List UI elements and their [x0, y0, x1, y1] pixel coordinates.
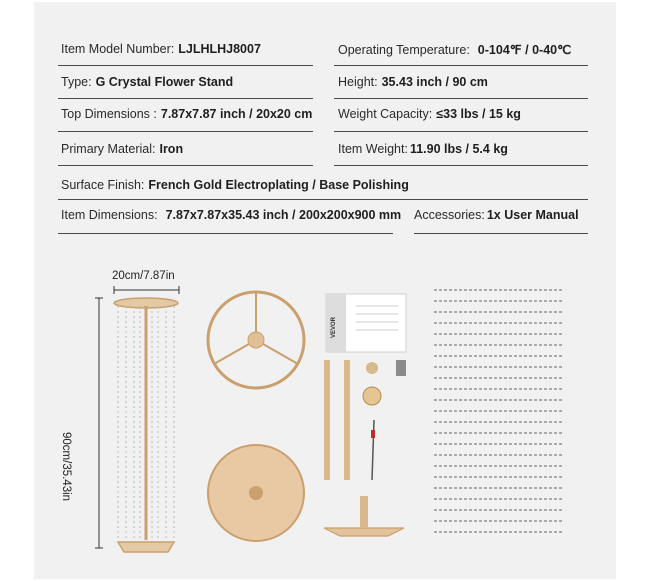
spec-value: Iron — [159, 142, 184, 156]
manual-brand-label: VEVOR — [331, 316, 337, 338]
spec-value: 7.87x7.87 inch / 20x20 cm — [160, 107, 313, 121]
spec-label: Item Dimensions: — [61, 208, 158, 222]
spec-label: Top Dimensions : — [61, 107, 157, 121]
spec-label: Surface Finish: — [61, 178, 145, 192]
spec-value: 35.43 inch / 90 cm — [381, 75, 488, 89]
divider — [334, 165, 588, 166]
width-dimension-label: 20cm/7.87in — [112, 270, 175, 282]
spec-value: G Crystal Flower Stand — [95, 75, 234, 89]
hardware-parts — [363, 360, 406, 480]
assembled-stand — [114, 298, 178, 552]
spec-label: Primary Material: — [61, 142, 156, 156]
spec-value: French Gold Electroplating / Base Polishing — [148, 178, 409, 192]
spec-item-weight — [338, 142, 508, 156]
divider — [58, 98, 313, 99]
spec-item-dimensions — [61, 208, 401, 222]
spec-label: Accessories: — [414, 208, 485, 222]
width-dimension-marker — [114, 286, 179, 294]
spec-label: Item Weight: — [338, 142, 408, 156]
divider — [58, 131, 313, 132]
spec-label: Operating Temperature: — [338, 43, 470, 57]
spec-type — [61, 75, 233, 89]
spec-value: 1x User Manual — [486, 208, 579, 222]
crystal-strands — [434, 290, 562, 532]
height-dimension-label: 90cm/35.43in — [60, 432, 72, 502]
divider — [58, 199, 588, 200]
user-manual — [326, 294, 406, 352]
product-illustration — [34, 250, 616, 580]
spec-operating-temperature — [338, 42, 571, 57]
spec-weight-capacity — [338, 107, 521, 121]
spec-surface-finish — [61, 178, 409, 192]
divider — [58, 165, 313, 166]
divider — [334, 65, 588, 66]
spec-label: Height: — [338, 75, 378, 89]
base-dome — [208, 445, 304, 541]
divider — [334, 131, 588, 132]
divider — [414, 233, 588, 234]
divider — [58, 233, 393, 234]
spec-sheet — [34, 2, 616, 579]
spec-value: ≤33 lbs / 15 kg — [436, 107, 521, 121]
support-poles — [324, 360, 350, 480]
spec-material — [61, 142, 183, 156]
spec-model — [61, 42, 261, 56]
height-dimension-marker — [95, 298, 103, 548]
top-ring-frame — [208, 292, 304, 388]
base-plate — [324, 496, 404, 536]
spec-label: Item Model Number: — [61, 42, 175, 56]
divider — [334, 98, 588, 99]
spec-top-dimensions — [61, 107, 312, 121]
spec-value: 11.90 lbs / 5.4 kg — [409, 142, 508, 156]
spec-value: 7.87x7.87x35.43 inch / 200x200x900 mm — [165, 208, 402, 222]
divider — [58, 65, 313, 66]
spec-label: Weight Capacity: — [338, 107, 433, 121]
spec-label: Type: — [61, 75, 92, 89]
spec-value: LJLHLHJ8007 — [178, 42, 261, 56]
spec-accessories — [414, 208, 579, 222]
spec-value: 0-104℉ / 0-40℃ — [477, 43, 572, 57]
spec-height — [338, 75, 488, 89]
